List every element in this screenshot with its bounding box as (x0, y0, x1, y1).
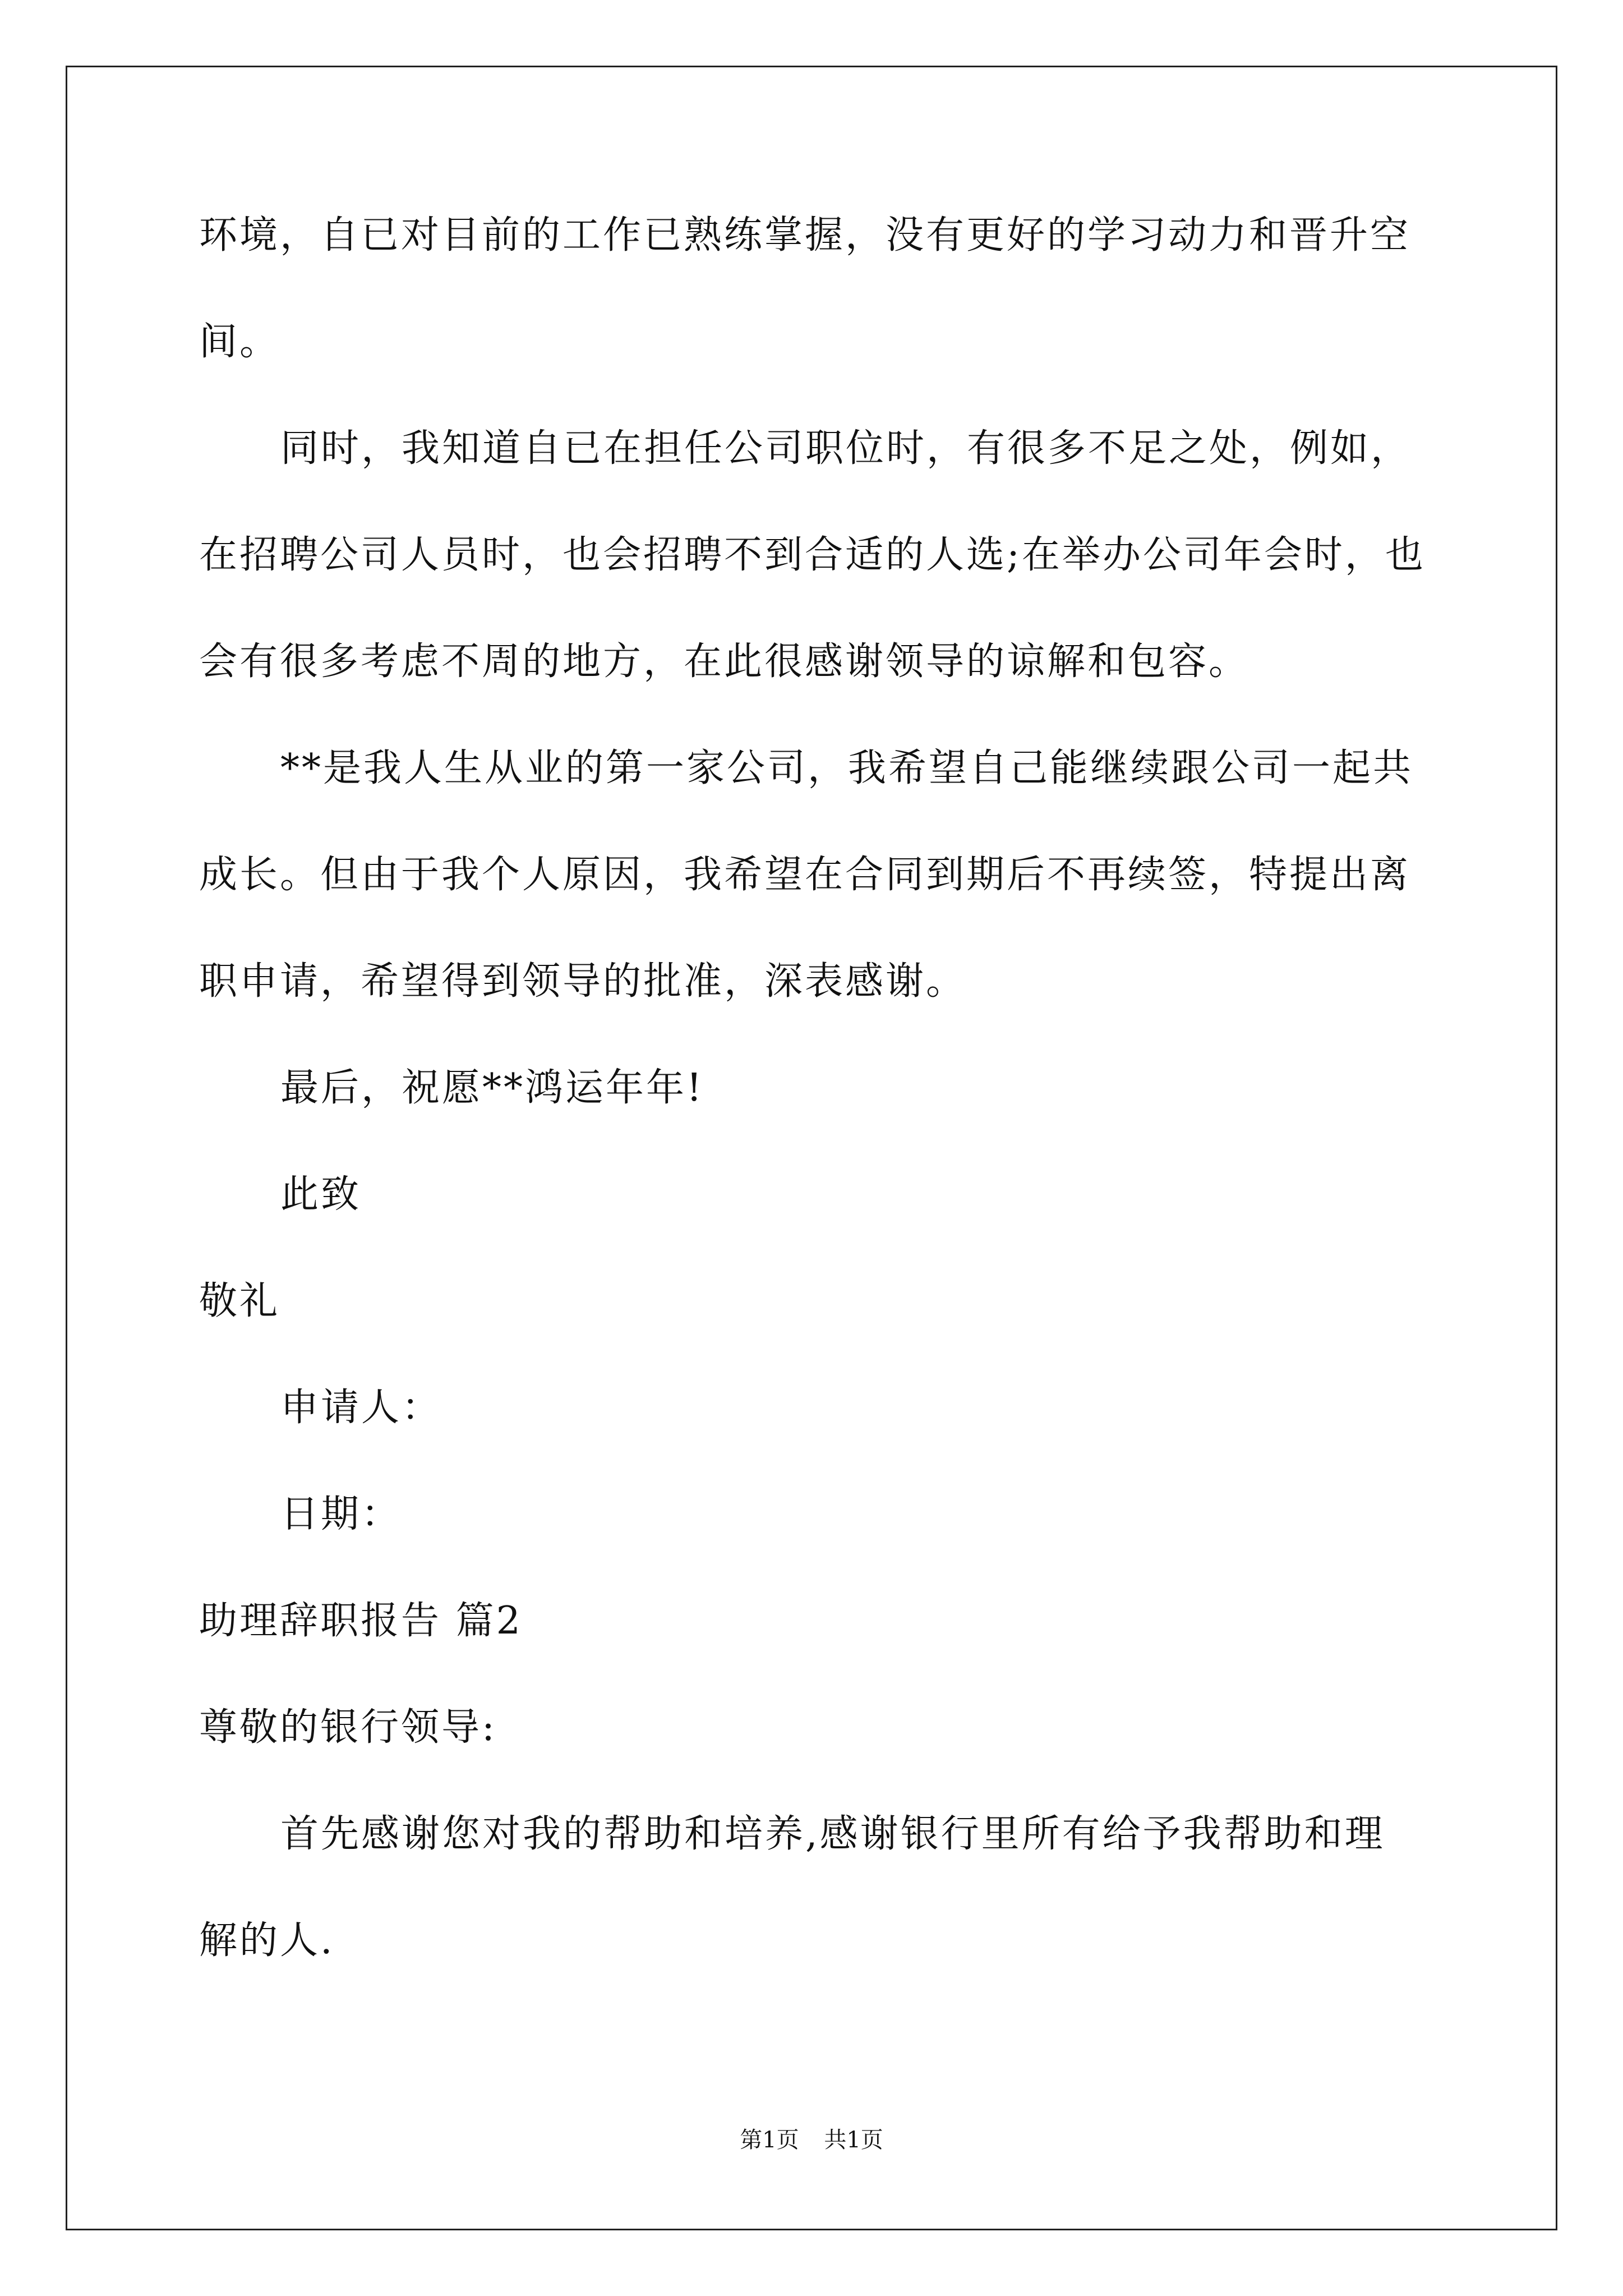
text-line-5: 会有很多考虑不周的地方，在此很感谢领导的谅解和包容。 (199, 639, 1249, 684)
section-heading: 助理辞职报告 篇2 (199, 1599, 523, 1643)
page-border (66, 66, 1557, 2230)
text-line-17: 解的人. (199, 1918, 335, 1963)
text-line-2: 间。 (199, 320, 280, 364)
text-line-6: **是我人生从业的第一家公司，我希望自己能继续跟公司一起共 (280, 746, 1414, 790)
page-footer (0, 2126, 1623, 2154)
applicant-label: 申请人： (280, 1386, 442, 1430)
text-line-3: 同时，我知道自已在担任公司职位时，有很多不足之处，例如， (280, 426, 1412, 471)
text-line-1: 环境，自已对目前的工作已熟练掌握，没有更好的学习动力和晋升空 (199, 213, 1411, 257)
text-line-8: 职申请，希望得到领导的批准，深表感谢。 (199, 959, 967, 1004)
text-line-7: 成长。但由于我个人原因，我希望在合同到期后不再续签，特提出离 (199, 853, 1411, 897)
date-label: 日期： (280, 1492, 402, 1536)
text-line-16: 首先感谢您对我的帮助和培养,感谢银行里所有给予我帮助和理 (280, 1812, 1385, 1856)
page-number-current: 第1页 (740, 2127, 799, 2153)
greeting-line: 尊敬的银行领导: (199, 1705, 497, 1750)
closing-salutation: 此致 (280, 1172, 362, 1217)
page-number-total: 共1页 (824, 2127, 883, 2153)
text-line-9: 最后，祝愿**鸿运年年! (280, 1066, 704, 1110)
closing-respect: 敬礼 (199, 1279, 280, 1323)
text-line-4: 在招聘公司人员时，也会招聘不到合适的人选;在举办公司年会时，也 (199, 533, 1426, 577)
